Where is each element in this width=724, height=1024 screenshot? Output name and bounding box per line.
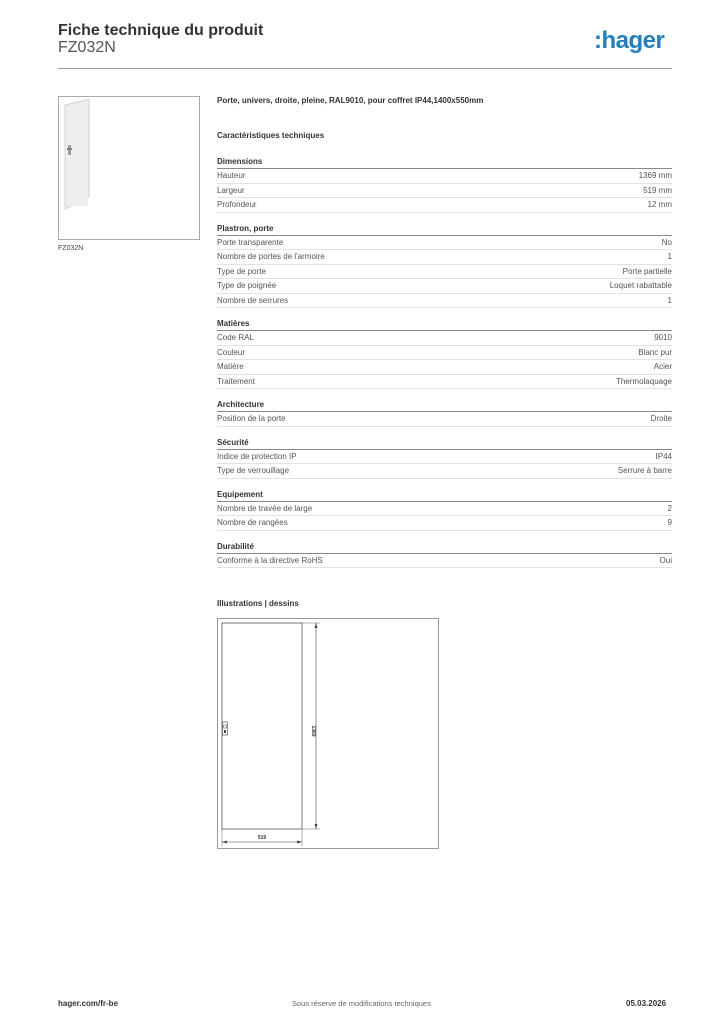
section-title: Sécurité bbox=[217, 437, 672, 450]
spec-row bbox=[217, 169, 672, 184]
spec-value: IP44 bbox=[655, 451, 672, 461]
section-title: Durabilité bbox=[217, 541, 672, 554]
door-dimension-drawing bbox=[218, 619, 438, 848]
spec-row bbox=[217, 554, 672, 569]
door-thumbnail-image bbox=[59, 97, 199, 239]
page-title: Fiche technique du produit bbox=[58, 22, 264, 39]
spec-value: Blanc pur bbox=[638, 347, 672, 357]
technical-drawing bbox=[217, 618, 439, 849]
product-reference: FZ032N bbox=[58, 39, 116, 56]
spec-label: Conforme à la directive RoHS bbox=[217, 555, 323, 565]
footer-date: 05.03.2026 bbox=[626, 999, 667, 1008]
spec-row bbox=[217, 464, 672, 479]
section-title: Matières bbox=[217, 318, 672, 331]
spec-row bbox=[217, 331, 672, 346]
spec-label: Indice de protection IP bbox=[217, 451, 297, 461]
spec-value: 12 mm bbox=[647, 200, 672, 209]
spec-row bbox=[217, 502, 672, 517]
spec-label: Type de porte bbox=[217, 266, 266, 276]
section-title: Architecture bbox=[217, 399, 672, 412]
spec-value: No bbox=[661, 237, 672, 247]
spec-row bbox=[217, 184, 672, 199]
spec-label: Matière bbox=[217, 362, 244, 371]
header-divider bbox=[58, 68, 672, 69]
width-dimension-label: 519 bbox=[257, 835, 267, 841]
specifications-table bbox=[217, 156, 672, 568]
spec-value: Droite bbox=[650, 414, 672, 423]
footer-website[interactable]: hager.com/fr-be bbox=[58, 999, 119, 1008]
spec-value: Serrure à barre bbox=[617, 466, 672, 475]
hager-logo: :hager bbox=[594, 27, 665, 54]
spec-row bbox=[217, 279, 672, 294]
spec-label: Couleur bbox=[217, 347, 246, 357]
spec-value: 9 bbox=[667, 518, 672, 527]
spec-label: Profondeur bbox=[217, 200, 257, 209]
spec-value: 1 bbox=[667, 252, 672, 261]
spec-value: Acier bbox=[653, 362, 672, 371]
spec-row bbox=[217, 236, 672, 251]
spec-label: Type de verrouillage bbox=[217, 466, 290, 475]
spec-row bbox=[217, 412, 672, 427]
spec-value: 1369 mm bbox=[638, 171, 672, 180]
spec-row bbox=[217, 294, 672, 309]
spec-value: 2 bbox=[667, 503, 672, 513]
height-dimension-label: 1369 bbox=[310, 725, 316, 737]
spec-label: Nombre de serrures bbox=[217, 295, 289, 305]
spec-value: 519 mm bbox=[643, 185, 672, 195]
spec-label: Position de la porte bbox=[217, 414, 286, 423]
spec-row bbox=[217, 346, 672, 361]
section-title: Plastron, porte bbox=[217, 223, 672, 236]
spec-value: Oui bbox=[659, 555, 672, 565]
spec-row bbox=[217, 265, 672, 280]
spec-label: Hauteur bbox=[217, 171, 246, 180]
spec-label: Code RAL bbox=[217, 333, 254, 342]
product-thumbnail bbox=[58, 96, 200, 240]
spec-value: 1 bbox=[667, 295, 672, 305]
characteristics-heading: Caractéristiques techniques bbox=[217, 131, 325, 140]
spec-value: Thermolaquage bbox=[615, 376, 672, 386]
spec-row bbox=[217, 360, 672, 375]
spec-label: Traitement bbox=[217, 376, 255, 386]
spec-label: Porte transparente bbox=[217, 237, 284, 247]
spec-label: Nombre de travée de large bbox=[217, 503, 313, 513]
spec-row bbox=[217, 250, 672, 265]
section-title: Dimensions bbox=[217, 156, 672, 169]
spec-label: Type de poignée bbox=[217, 281, 277, 290]
spec-row bbox=[217, 516, 672, 531]
product-description: Porte, univers, droite, pleine, RAL9010, pour coffret IP44,1400x550mm bbox=[217, 96, 484, 105]
spec-label: Nombre de rangées bbox=[217, 518, 288, 527]
spec-value: 9010 bbox=[654, 333, 672, 342]
footer-disclaimer: Sous réserve de modifications techniques bbox=[292, 999, 431, 1008]
spec-value: Porte partielle bbox=[622, 266, 672, 276]
section-title: Equipement bbox=[217, 489, 672, 502]
spec-label: Nombre de portes de l'armoire bbox=[217, 252, 325, 261]
thumbnail-caption: FZ032N bbox=[58, 245, 84, 252]
illustrations-heading: Illustrations | dessins bbox=[217, 599, 299, 608]
spec-label: Largeur bbox=[217, 185, 245, 195]
spec-row bbox=[217, 375, 672, 390]
spec-value: Loquet rabattable bbox=[609, 281, 672, 290]
spec-row bbox=[217, 450, 672, 465]
spec-row bbox=[217, 198, 672, 213]
